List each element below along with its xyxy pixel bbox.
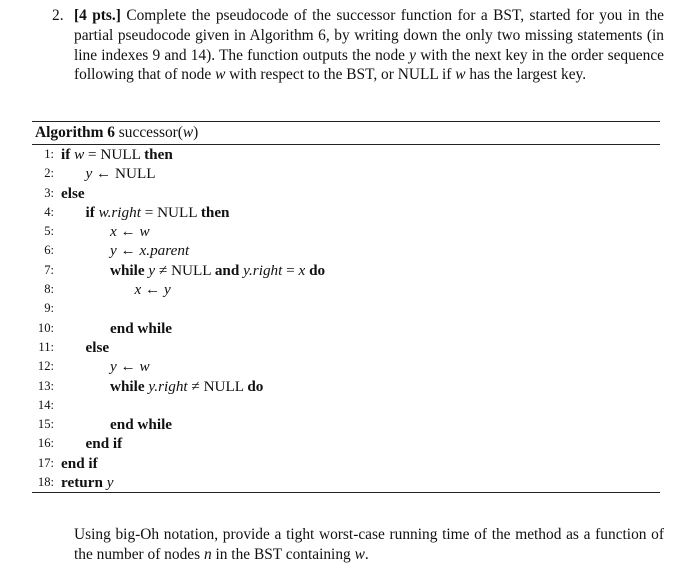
problem-text: Complete the pseudocode of the successor function for a BST, started for you in the partial pseudocode given in Algorithm 6, by writing down the only two missing statements (in line indexes 9 and 14). The function outputs the node y with the next key in the order sequence following that of node w with respect to the BST, or NULL if w has the largest key. bbox=[74, 7, 665, 84]
line-code: else bbox=[61, 184, 85, 202]
algorithm-line bbox=[32, 280, 660, 299]
algorithm-line bbox=[32, 184, 660, 203]
line-code: if w = NULL then bbox=[61, 146, 173, 163]
line-number: 8: bbox=[44, 282, 54, 297]
line-code: end while bbox=[110, 416, 173, 434]
algorithm-line bbox=[32, 319, 660, 338]
algorithm-line bbox=[32, 164, 660, 183]
algorithm-lines bbox=[32, 145, 660, 492]
problem-body bbox=[52, 6, 664, 85]
line-number: 5: bbox=[44, 224, 54, 239]
line-number: 7: bbox=[44, 262, 54, 277]
line-number: 15: bbox=[37, 417, 54, 432]
line-code: if w.right = NULL then bbox=[85, 203, 230, 221]
line-code: while y ≠ NULL and y.right = x do bbox=[110, 261, 326, 279]
algorithm-line bbox=[32, 396, 660, 415]
line-code: y ← w bbox=[110, 358, 150, 376]
line-code: x ← w bbox=[110, 223, 150, 241]
algorithm-line bbox=[32, 299, 660, 318]
algorithm-bottom-rule bbox=[32, 492, 660, 493]
line-number: 16: bbox=[37, 436, 54, 451]
line-number: 2: bbox=[44, 166, 54, 181]
algorithm-line bbox=[32, 241, 660, 260]
line-code: y ← x.parent bbox=[110, 242, 190, 260]
algorithm-line bbox=[32, 434, 660, 453]
line-number: 11: bbox=[38, 339, 54, 354]
algorithm-line bbox=[32, 145, 660, 164]
algorithm-line bbox=[32, 473, 660, 492]
line-number: 3: bbox=[44, 185, 54, 200]
line-code: x ← y bbox=[134, 281, 171, 299]
algorithm-line bbox=[32, 415, 660, 434]
line-number: 1: bbox=[44, 147, 54, 161]
algorithm-line bbox=[32, 357, 660, 376]
algorithm-line bbox=[32, 261, 660, 280]
algorithm-box bbox=[32, 121, 660, 493]
line-number: 12: bbox=[37, 359, 54, 374]
problem-number: 2. bbox=[52, 7, 64, 24]
algorithm-caption bbox=[32, 122, 660, 144]
followup-question: Using big-Oh notation, provide a tight worst-case running time of the method as a function of the number of nodes n in the BST containing w. bbox=[74, 526, 664, 563]
line-code: y ← NULL bbox=[85, 165, 156, 183]
algorithm-label: Algorithm 6 bbox=[35, 124, 115, 141]
algorithm-line bbox=[32, 203, 660, 222]
algorithm-line bbox=[32, 377, 660, 396]
algorithm-name: successor(w) bbox=[118, 124, 199, 141]
line-number: 18: bbox=[37, 475, 54, 490]
line-code: while y.right ≠ NULL do bbox=[110, 377, 264, 395]
problem-statement bbox=[52, 6, 664, 85]
line-number: 17: bbox=[37, 455, 54, 470]
line-number: 6: bbox=[44, 243, 54, 258]
line-code: else bbox=[85, 338, 110, 356]
line-number: 14: bbox=[37, 397, 54, 412]
line-number: 9: bbox=[44, 301, 54, 316]
line-code: return y bbox=[61, 474, 114, 492]
algorithm-line bbox=[32, 338, 660, 357]
line-number: 4: bbox=[44, 204, 54, 219]
problem-points: [4 pts.] bbox=[74, 7, 121, 24]
line-number: 10: bbox=[37, 320, 54, 335]
algorithm-line bbox=[32, 222, 660, 241]
line-code: end if bbox=[85, 435, 123, 453]
algorithm-line bbox=[32, 454, 660, 473]
line-code: end while bbox=[110, 319, 173, 337]
line-code: end if bbox=[61, 454, 98, 472]
line-number: 13: bbox=[37, 378, 54, 393]
